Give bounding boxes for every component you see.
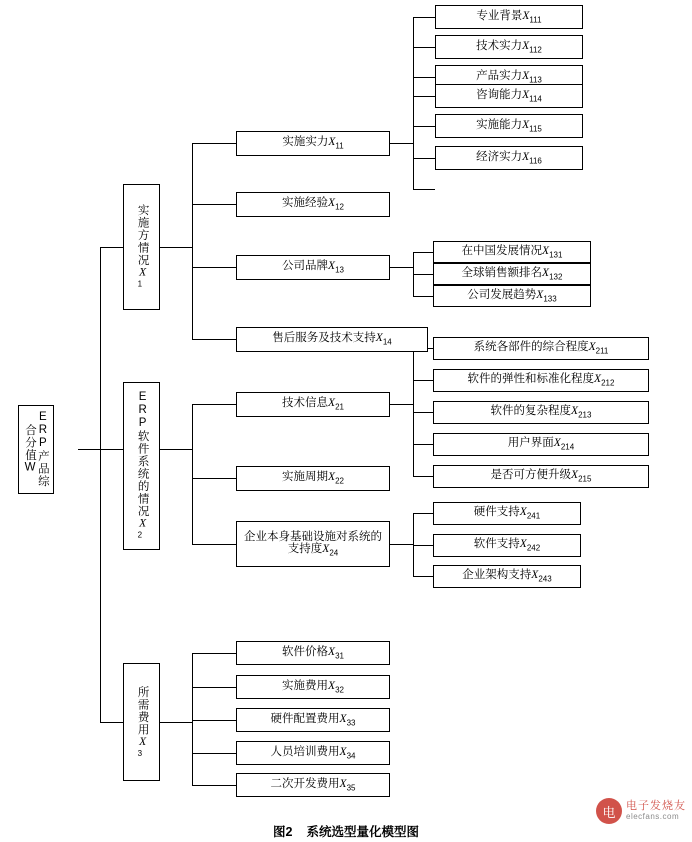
connector <box>413 296 433 297</box>
node-level3-11[interactable] <box>433 401 649 424</box>
connector <box>413 380 433 381</box>
node-level2-3-label: 售后服务及技术支持$X_{14}$ <box>272 332 392 347</box>
node-level3-1-label: 技术实力$X_{112}$ <box>476 39 542 54</box>
node-level3-0[interactable] <box>435 5 583 29</box>
connector <box>192 404 193 544</box>
node-level2-1[interactable] <box>236 192 390 217</box>
node-level2-7-label: 软件价格$X_{31}$ <box>282 645 344 660</box>
node-level2-11-label: 二次开发费用$X_{35}$ <box>270 777 356 792</box>
connector <box>100 247 123 248</box>
node-level1-1[interactable] <box>123 382 160 550</box>
node-level1-2-label: 所需费用$X_3$ <box>135 685 149 759</box>
connector <box>100 449 123 450</box>
node-level2-4[interactable] <box>236 392 390 417</box>
connector <box>192 404 236 405</box>
node-level2-9-label: 硬件配置费用$X_{33}$ <box>270 712 356 727</box>
connector <box>413 545 433 546</box>
node-level2-1-label: 实施经验$X_{12}$ <box>282 197 344 212</box>
node-level3-13-label: 是否可方便升级$X_{215}$ <box>490 469 592 484</box>
node-level3-4-label: 实施能力$X_{115}$ <box>476 118 542 133</box>
node-level2-10-label: 人员培训费用$X_{34}$ <box>270 745 356 760</box>
node-level3-0-label: 专业背景$X_{111}$ <box>476 9 542 24</box>
connector <box>413 189 435 190</box>
connector <box>390 143 413 144</box>
node-level3-12-label: 用户界面$X_{214}$ <box>507 437 575 452</box>
connector <box>413 126 435 127</box>
node-level3-4[interactable] <box>435 114 583 138</box>
node-level3-2-label: 产品实力$X_{113}$ <box>476 69 542 84</box>
node-root-label: ERP产品综合分值W <box>24 411 49 488</box>
connector <box>192 204 236 205</box>
connector <box>192 267 236 268</box>
connector <box>192 785 236 786</box>
watermark-cn: 电子发烧友 <box>626 800 686 813</box>
node-level2-9[interactable] <box>236 708 390 732</box>
node-level2-6-label: 企业本身基础设施对系统的支持度$X_{24}$ <box>244 530 382 557</box>
node-level3-9-label: 系统各部件的综合程度$X_{211}$ <box>473 341 609 356</box>
connector <box>413 274 433 275</box>
node-level2-4-label: 技术信息$X_{21}$ <box>282 397 344 412</box>
watermark-logo-icon: 电 <box>596 798 622 824</box>
node-level3-15-label: 软件支持$X_{242}$ <box>473 538 541 553</box>
connector <box>192 143 236 144</box>
node-level3-10[interactable] <box>433 369 649 392</box>
node-level3-15[interactable] <box>433 534 581 557</box>
connector <box>192 720 236 721</box>
node-level1-1-label: ERP软件系统的情况$X_2$ <box>135 391 149 541</box>
node-level2-5-label: 实施周期$X_{22}$ <box>282 471 344 486</box>
figure-caption <box>0 822 692 840</box>
connector <box>192 653 236 654</box>
connector <box>192 653 193 785</box>
connector <box>413 47 435 48</box>
node-level2-2-label: 公司品牌$X_{13}$ <box>282 260 344 275</box>
node-level3-14[interactable] <box>433 502 581 525</box>
node-root[interactable] <box>18 405 54 494</box>
node-level3-5-label: 经济实力$X_{116}$ <box>476 150 542 165</box>
node-level3-3[interactable] <box>435 84 583 108</box>
node-level3-7-label: 全球销售额排名$X_{132}$ <box>461 266 563 281</box>
node-level3-6-label: 在中国发展情况$X_{131}$ <box>461 244 563 259</box>
node-level1-2[interactable] <box>123 663 160 781</box>
connector <box>390 267 413 268</box>
connector <box>413 412 433 413</box>
node-level3-3-label: 咨询能力$X_{114}$ <box>476 88 542 103</box>
node-level2-5[interactable] <box>236 466 390 491</box>
connector <box>413 513 433 514</box>
connector <box>192 339 236 340</box>
connector <box>413 17 435 18</box>
node-level3-7[interactable] <box>433 263 591 285</box>
connector <box>413 252 433 253</box>
node-level3-16[interactable] <box>433 565 581 588</box>
node-level2-8-label: 实施费用$X_{32}$ <box>282 679 344 694</box>
node-level2-2[interactable] <box>236 255 390 280</box>
node-level2-11[interactable] <box>236 773 390 797</box>
node-level3-9[interactable] <box>433 337 649 360</box>
node-level3-8-label: 公司发展趋势$X_{133}$ <box>467 288 557 303</box>
node-level1-0[interactable] <box>123 184 160 310</box>
connector <box>78 449 100 450</box>
connector <box>413 77 435 78</box>
node-level2-7[interactable] <box>236 641 390 665</box>
figure-caption-title: 系统选型量化模型图 <box>306 825 419 839</box>
node-level2-10[interactable] <box>236 741 390 765</box>
node-level3-13[interactable] <box>433 465 649 488</box>
watermark-en: elecfans.com <box>626 811 680 821</box>
connector <box>160 722 192 723</box>
node-level3-14-label: 硬件支持$X_{241}$ <box>473 506 541 521</box>
connector <box>192 544 236 545</box>
connector <box>390 544 413 545</box>
node-level2-3[interactable] <box>236 327 428 352</box>
node-level3-10-label: 软件的弹性和标准化程度$X_{212}$ <box>467 373 615 388</box>
connector <box>413 444 433 445</box>
connector <box>413 476 433 477</box>
node-level3-12[interactable] <box>433 433 649 456</box>
connector <box>192 687 236 688</box>
figure-caption-label: 图2 <box>273 825 293 839</box>
connector <box>192 478 236 479</box>
connector <box>160 247 192 248</box>
node-level2-8[interactable] <box>236 675 390 699</box>
node-level2-6[interactable] <box>236 521 390 567</box>
connector <box>413 158 435 159</box>
connector <box>160 449 192 450</box>
connector <box>390 404 413 405</box>
node-level3-1[interactable] <box>435 35 583 59</box>
connector <box>100 722 123 723</box>
watermark-text <box>626 801 686 821</box>
node-level3-8[interactable] <box>433 285 591 307</box>
connector <box>100 247 101 722</box>
connector <box>413 96 435 97</box>
node-level3-16-label: 企业架构支持$X_{243}$ <box>462 569 552 584</box>
connector <box>192 753 236 754</box>
node-level3-11-label: 软件的复杂程度$X_{213}$ <box>490 405 592 420</box>
node-level2-0-label: 实施实力$X_{11}$ <box>282 136 344 151</box>
node-level2-0[interactable] <box>236 131 390 156</box>
node-level1-0-label: 实施方情况$X_1$ <box>135 204 149 290</box>
connector <box>413 17 414 189</box>
watermark <box>596 798 686 824</box>
node-level3-6[interactable] <box>433 241 591 263</box>
node-level3-5[interactable] <box>435 146 583 170</box>
connector <box>413 576 433 577</box>
connector <box>192 143 193 339</box>
